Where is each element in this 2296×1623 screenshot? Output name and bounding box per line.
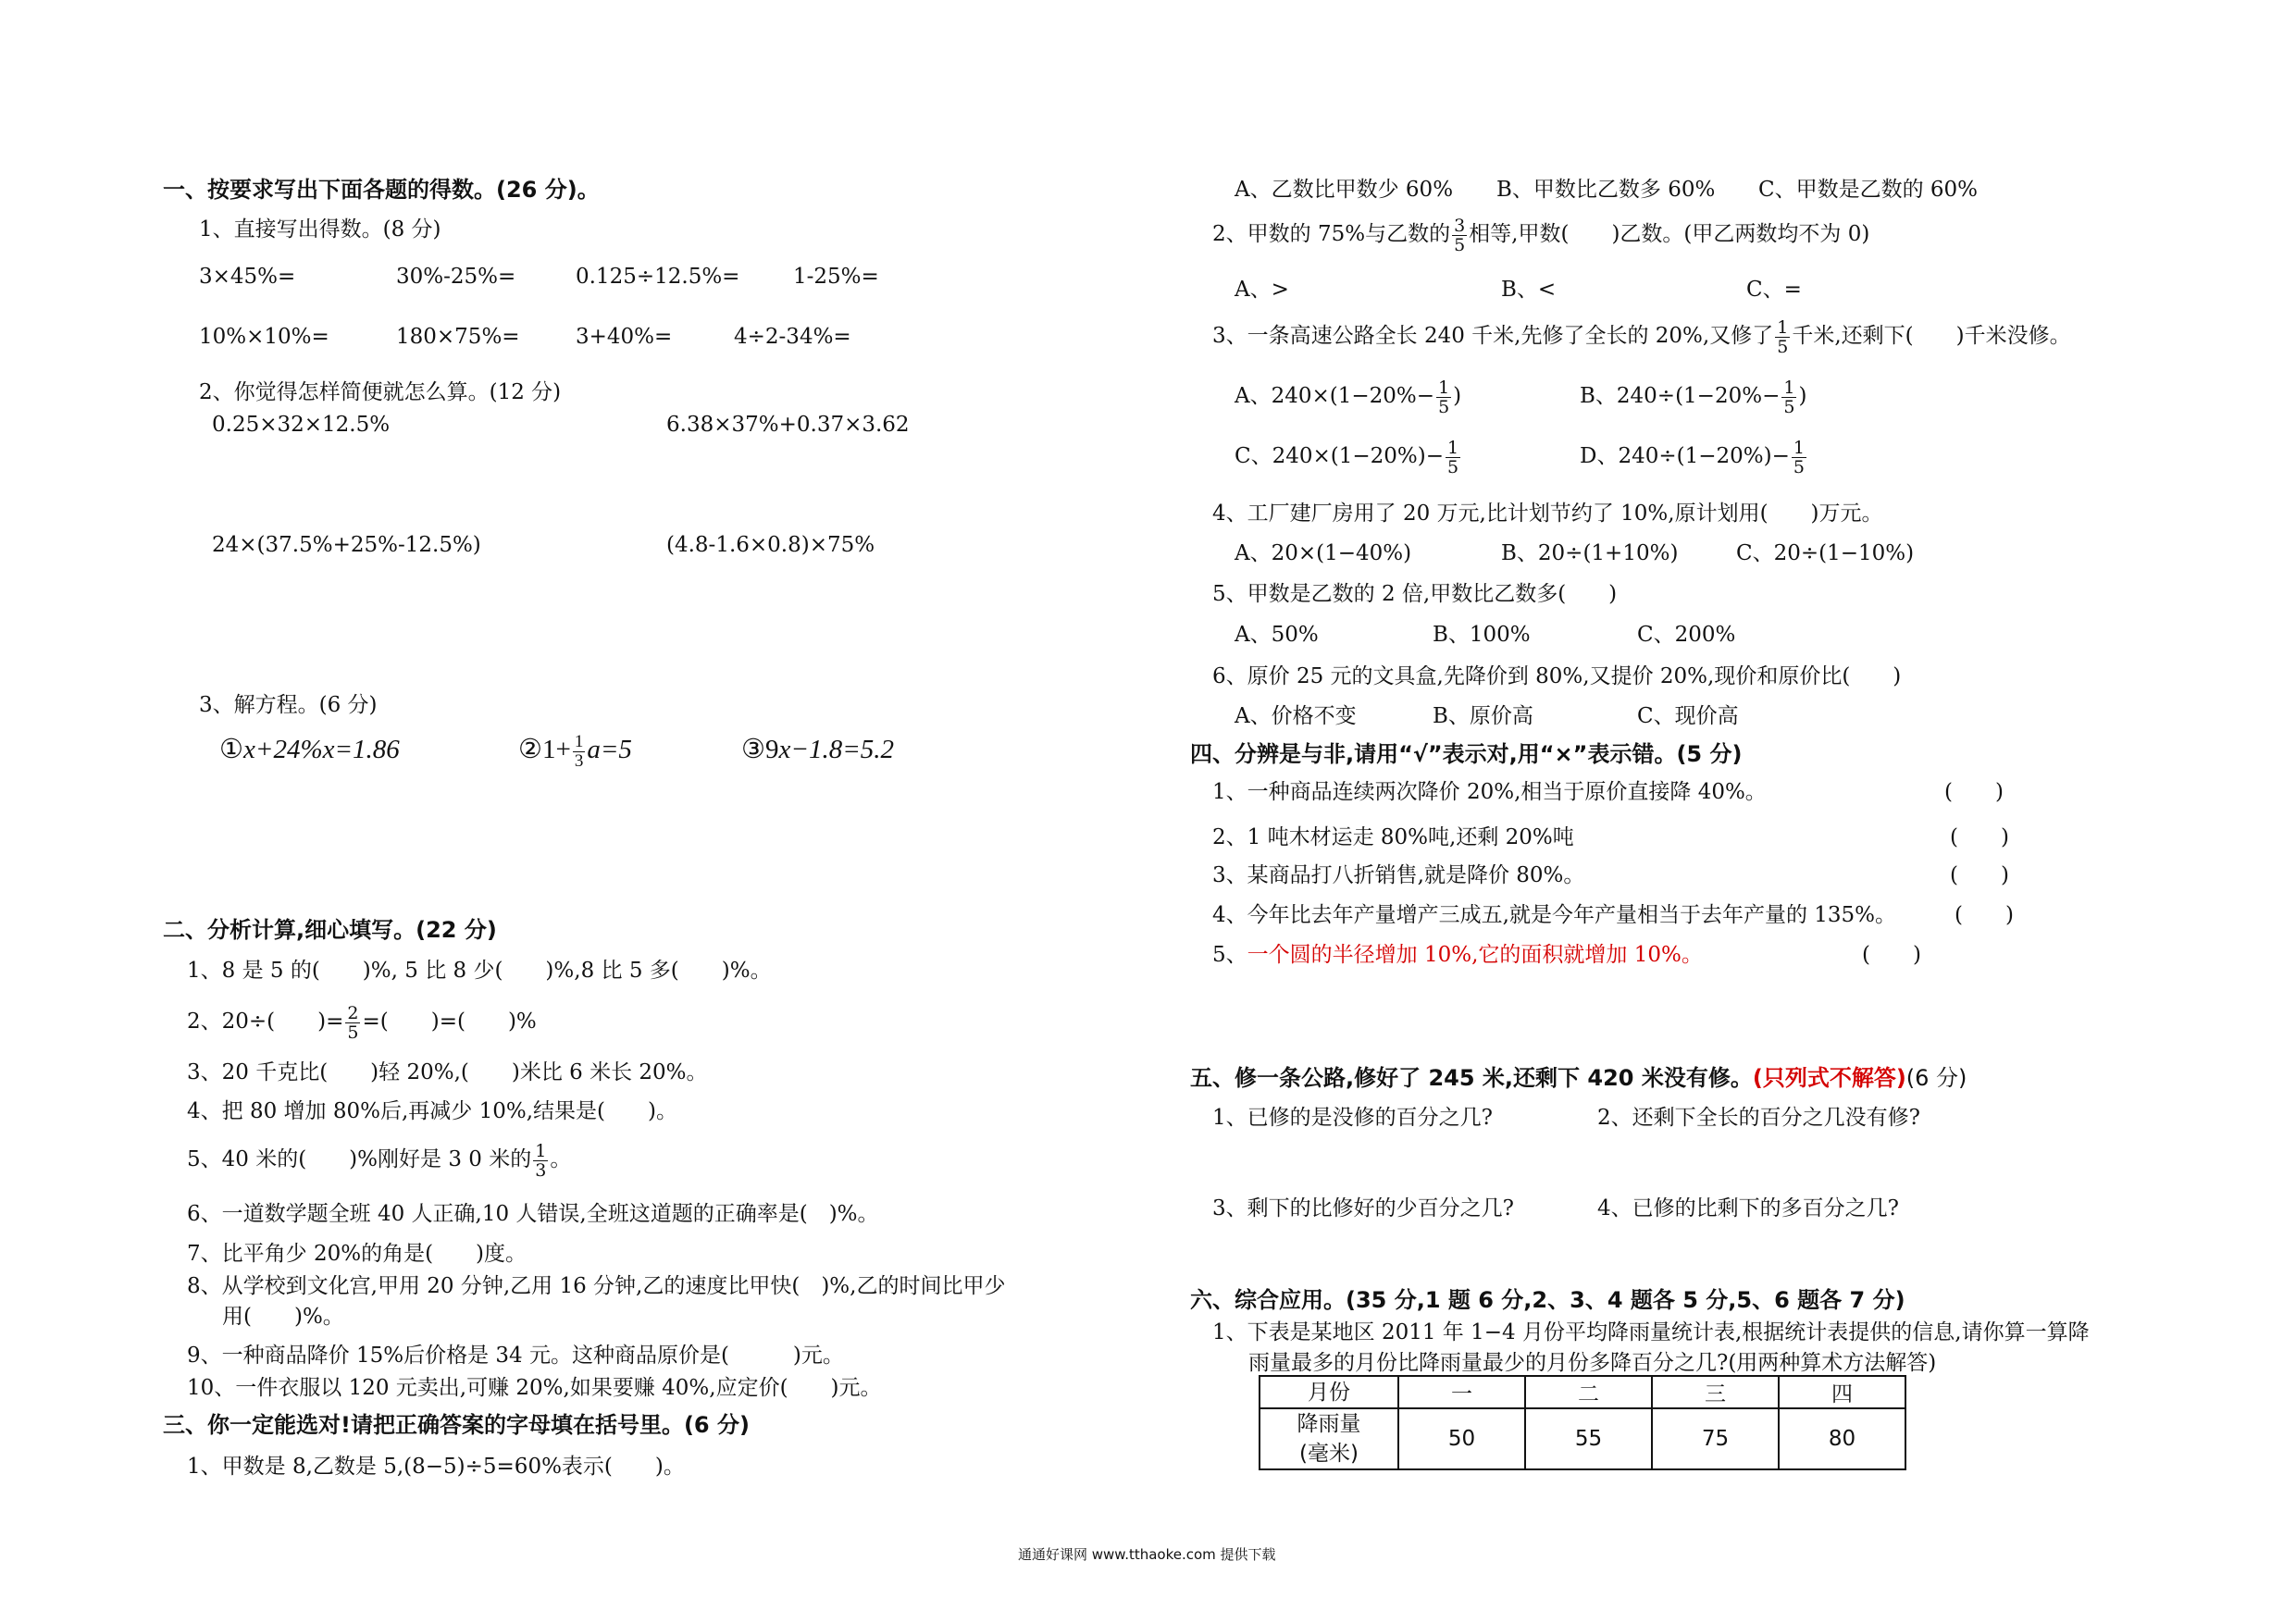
true-false-item <box>1212 941 1703 969</box>
table-row-label <box>1260 1408 1398 1469</box>
q1-item: 180×75%= <box>396 325 520 349</box>
true-false-item: 1、一种商品连续两次降价 20%,相当于原价直接降 40%。 <box>1212 780 1767 804</box>
choice-option: A、> <box>1235 278 1289 302</box>
s2-item-5 <box>187 1134 571 1185</box>
section-5-title <box>1190 1064 1967 1092</box>
s2-item-8-cont: 用( )%。 <box>222 1305 344 1329</box>
table-header-cell: 三 <box>1652 1376 1779 1408</box>
s2-item-2-text: =( )=( )% <box>362 1010 537 1034</box>
choice-option: A、乙数比甲数少 60% <box>1235 178 1454 202</box>
s3-item-2-text: 2、甲数的 75%与乙数的 <box>1212 222 1451 246</box>
table-row-label-line: (毫米) <box>1299 1442 1359 1466</box>
choice-option: C、200% <box>1637 623 1736 647</box>
q1-item: 1-25%= <box>793 265 879 289</box>
s3-item-3-text: 千米,还剩下( )千米没修。 <box>1792 324 2071 348</box>
section-6-title: 六、综合应用。(35 分,1 题 6 分,2、3、4 题各 5 分,5、6 题各 7 分) <box>1190 1287 1905 1313</box>
s2-item-5-text: 。 <box>550 1147 572 1171</box>
fraction-numerator: 1 <box>535 1140 547 1161</box>
fraction-numerator: 1 <box>1438 377 1450 398</box>
choice-option: C、20÷(1−10%) <box>1736 541 1915 565</box>
equation-text: x+24%x=1.86 <box>243 735 400 764</box>
fraction-three-fifths <box>1452 217 1467 254</box>
fraction-one-fifth <box>1775 318 1790 356</box>
s2-item-7: 7、比平角少 20%的角是( )度。 <box>187 1242 527 1266</box>
q3-title: 3、解方程。(6 分) <box>199 693 378 717</box>
section-3-title: 三、你一定能选对!请把正确答案的字母填在括号里。(6 分) <box>163 1412 750 1438</box>
fraction-numerator: 3 <box>1454 215 1466 236</box>
fraction-numerator: 1 <box>1447 437 1459 458</box>
fraction-one-third <box>533 1142 548 1180</box>
answer-paren: ( ) <box>1955 903 2014 927</box>
s3-item-5: 5、甲数是乙数的 2 倍,甲数比乙数多( ) <box>1212 582 1618 606</box>
s5-item-4: 4、已修的比剩下的多百分之几? <box>1597 1196 1899 1220</box>
equation-text: a=5 <box>587 735 632 764</box>
s3-item-2 <box>1212 208 1869 260</box>
choice-option <box>1580 430 1808 482</box>
choice-option-text: C、240×(1−20%)− <box>1235 444 1445 468</box>
fraction-one-fifth <box>1436 378 1451 416</box>
table-header-cell: 一 <box>1398 1376 1525 1408</box>
choice-option-text: A、240×(1−20%− <box>1235 384 1435 408</box>
fraction-numerator: 1 <box>1777 316 1789 338</box>
s2-item-3: 3、20 千克比( )轻 20%,( )米比 6 米长 20%。 <box>187 1060 708 1084</box>
s6-item-1-cont: 雨量最多的月份比降雨量最少的月份多降百分之几?(用两种算术方法解答) <box>1248 1351 1937 1375</box>
q1-item: 4÷2-34%= <box>734 325 851 349</box>
section-4-title: 四、分辨是与非,请用“√”表示对,用“×”表示错。(5 分) <box>1190 741 1743 767</box>
table-cell: 55 <box>1525 1408 1652 1469</box>
s2-item-2 <box>187 996 537 1047</box>
s5-item-2: 2、还剩下全长的百分之几没有修? <box>1597 1106 1920 1130</box>
fraction-denominator: 5 <box>1783 396 1795 417</box>
answer-paren: ( ) <box>1862 943 1921 967</box>
answer-paren: ( ) <box>1944 780 2004 804</box>
section-5-text: 五、修一条公路,修好了 245 米,还剩下 420 米没有修。 <box>1190 1065 1753 1091</box>
fraction-one-fifth <box>1792 439 1806 477</box>
q1-item: 30%-25%= <box>396 265 516 289</box>
choice-option-text: ) <box>1453 384 1462 408</box>
s5-item-3: 3、剩下的比修好的少百分之几? <box>1212 1196 1514 1220</box>
fraction-one-fifth <box>1446 439 1460 477</box>
true-false-item: 4、今年比去年产量增产三成五,就是今年产量相当于去年产量的 135%。 <box>1212 903 1897 927</box>
choice-option: A、20×(1−40%) <box>1235 541 1412 565</box>
s3-item-6: 6、原价 25 元的文具盒,先降价到 80%,又提价 20%,现价和原价比( ) <box>1212 664 1902 688</box>
s3-item-3 <box>1212 310 2071 362</box>
table-header-cell: 四 <box>1779 1376 1905 1408</box>
highlighted-statement: 一个圆的半径增加 10%,它的面积就增加 10%。 <box>1247 943 1703 967</box>
fraction-two-fifths <box>345 1004 360 1042</box>
table-row <box>1260 1376 1905 1408</box>
fraction-denominator: 3 <box>535 1159 547 1181</box>
s6-item-1: 1、下表是某地区 2011 年 1−4 月份平均降雨量统计表,根据统计表提供的信息,请你算一算降 <box>1212 1320 2090 1344</box>
fraction-denominator: 5 <box>1793 456 1805 477</box>
table-cell: 80 <box>1779 1408 1905 1469</box>
q2-title: 2、你觉得怎样简便就怎么算。(12 分) <box>199 380 562 404</box>
equation-label: ③9 <box>741 735 779 764</box>
table-row-label-line: 降雨量 <box>1297 1412 1361 1436</box>
fraction-one-fifth <box>1781 378 1796 416</box>
fraction-denominator: 5 <box>347 1022 359 1043</box>
s2-item-9: 9、一种商品降价 15%后价格是 34 元。这种商品原价是( )元。 <box>187 1344 844 1368</box>
fraction-one-third <box>573 733 586 771</box>
s2-item-2-text: 2、20÷( )= <box>187 1010 344 1034</box>
choice-option: B、100% <box>1433 623 1531 647</box>
equation-text: x−1.8=5.2 <box>778 735 895 764</box>
choice-option: C、甲数是乙数的 60% <box>1758 178 1979 202</box>
choice-option: C、现价高 <box>1637 704 1739 728</box>
q2-expression: 24×(37.5%+25%-12.5%) <box>212 533 481 557</box>
choice-option: B、甲数比乙数多 60% <box>1496 178 1716 202</box>
s3-item-2-text: 相等,甲数( )乙数。(甲乙两数均不为 0) <box>1469 222 1870 246</box>
table-cell: 75 <box>1652 1408 1779 1469</box>
table-header-cell: 月份 <box>1260 1376 1398 1408</box>
s5-item-1: 1、已修的是没修的百分之几? <box>1212 1106 1493 1130</box>
choice-option: B、原价高 <box>1433 704 1533 728</box>
fraction-numerator: 1 <box>1793 437 1805 458</box>
choice-option-text: B、240÷(1−20%− <box>1580 384 1781 408</box>
fraction-numerator: 2 <box>347 1002 359 1023</box>
q1-item: 0.125÷12.5%= <box>576 265 740 289</box>
s2-item-1: 1、8 是 5 的( )%, 5 比 8 少( )%,8 比 5 多( )%。 <box>187 959 772 983</box>
section-2-title: 二、分析计算,细心填写。(22 分) <box>163 917 497 943</box>
choice-option <box>1235 370 1461 422</box>
fraction-numerator: 1 <box>574 731 584 751</box>
table-header-cell: 二 <box>1525 1376 1652 1408</box>
s2-item-6: 6、一道数学题全班 40 人正确,10 人错误,全班这道题的正确率是( )%。 <box>187 1202 879 1226</box>
choice-option: B、20÷(1+10%) <box>1501 541 1679 565</box>
choice-option-text: ) <box>1798 384 1807 408</box>
true-false-item: 3、某商品打八折销售,就是降价 80%。 <box>1212 863 1585 887</box>
fraction-numerator: 1 <box>1783 377 1795 398</box>
equation-3 <box>741 736 894 763</box>
q2-expression: (4.8-1.6×0.8)×75% <box>666 533 875 557</box>
fraction-denominator: 3 <box>574 750 584 771</box>
choice-option: B、< <box>1501 278 1557 302</box>
fraction-denominator: 5 <box>1438 396 1450 417</box>
item-number: 5、 <box>1212 943 1247 967</box>
answer-paren: ( ) <box>1950 825 2009 849</box>
choice-option: A、50% <box>1235 623 1319 647</box>
true-false-item: 2、1 吨木材运走 80%吨,还剩 20%吨 <box>1212 825 1574 849</box>
fraction-denominator: 5 <box>1454 234 1466 255</box>
q1-item: 10%×10%= <box>199 325 329 349</box>
q2-expression: 0.25×32×12.5% <box>212 413 391 437</box>
q1-item: 3+40%= <box>576 325 673 349</box>
section-5-note: (只列式不解答) <box>1752 1065 1906 1091</box>
equation-label: ②1+ <box>518 735 571 764</box>
equation-2 <box>518 724 632 775</box>
q1-title: 1、直接写出得数。(8 分) <box>199 217 441 242</box>
s2-item-4: 4、把 80 增加 80%后,再减少 10%,结果是( )。 <box>187 1099 677 1123</box>
s2-item-10: 10、一件衣服以 120 元卖出,可赚 20%,如果要赚 40%,应定价( )元。 <box>187 1376 882 1400</box>
choice-option: C、= <box>1746 278 1802 302</box>
s3-item-4: 4、工厂建厂房用了 20 万元,比计划节约了 10%,原计划用( )万元。 <box>1212 502 1883 526</box>
choice-option <box>1580 370 1806 422</box>
equation-label: ① <box>219 735 243 764</box>
fraction-denominator: 5 <box>1777 336 1789 357</box>
answer-paren: ( ) <box>1950 863 2009 887</box>
equation-1 <box>219 736 400 763</box>
choice-option <box>1235 430 1462 482</box>
footer-text: 通通好课网 www.tthaoke.com 提供下载 <box>1018 1546 1276 1563</box>
rainfall-table <box>1259 1375 1906 1470</box>
choice-option-text: D、240÷(1−20%)− <box>1580 444 1790 468</box>
q1-item: 3×45%= <box>199 265 296 289</box>
choice-option: A、价格不变 <box>1235 704 1357 728</box>
s2-item-8: 8、从学校到文化宫,甲用 20 分钟,乙用 16 分钟,乙的速度比甲快( )%,乙的时间比甲少 <box>187 1274 1006 1298</box>
q2-expression: 6.38×37%+0.37×3.62 <box>666 413 910 437</box>
s3-item-1: 1、甲数是 8,乙数是 5,(8−5)÷5=60%表示( )。 <box>187 1455 685 1479</box>
s2-item-5-text: 5、40 米的( )%刚好是 3 0 米的 <box>187 1147 532 1171</box>
s3-item-3-text: 3、一条高速公路全长 240 千米,先修了全长的 20%,又修了 <box>1212 324 1774 348</box>
table-cell: 50 <box>1398 1408 1525 1469</box>
table-row <box>1260 1408 1905 1469</box>
fraction-denominator: 5 <box>1447 456 1459 477</box>
section-1-title: 一、按要求写出下面各题的得数。(26 分)。 <box>163 177 600 203</box>
section-5-score: (6 分) <box>1905 1065 1967 1091</box>
